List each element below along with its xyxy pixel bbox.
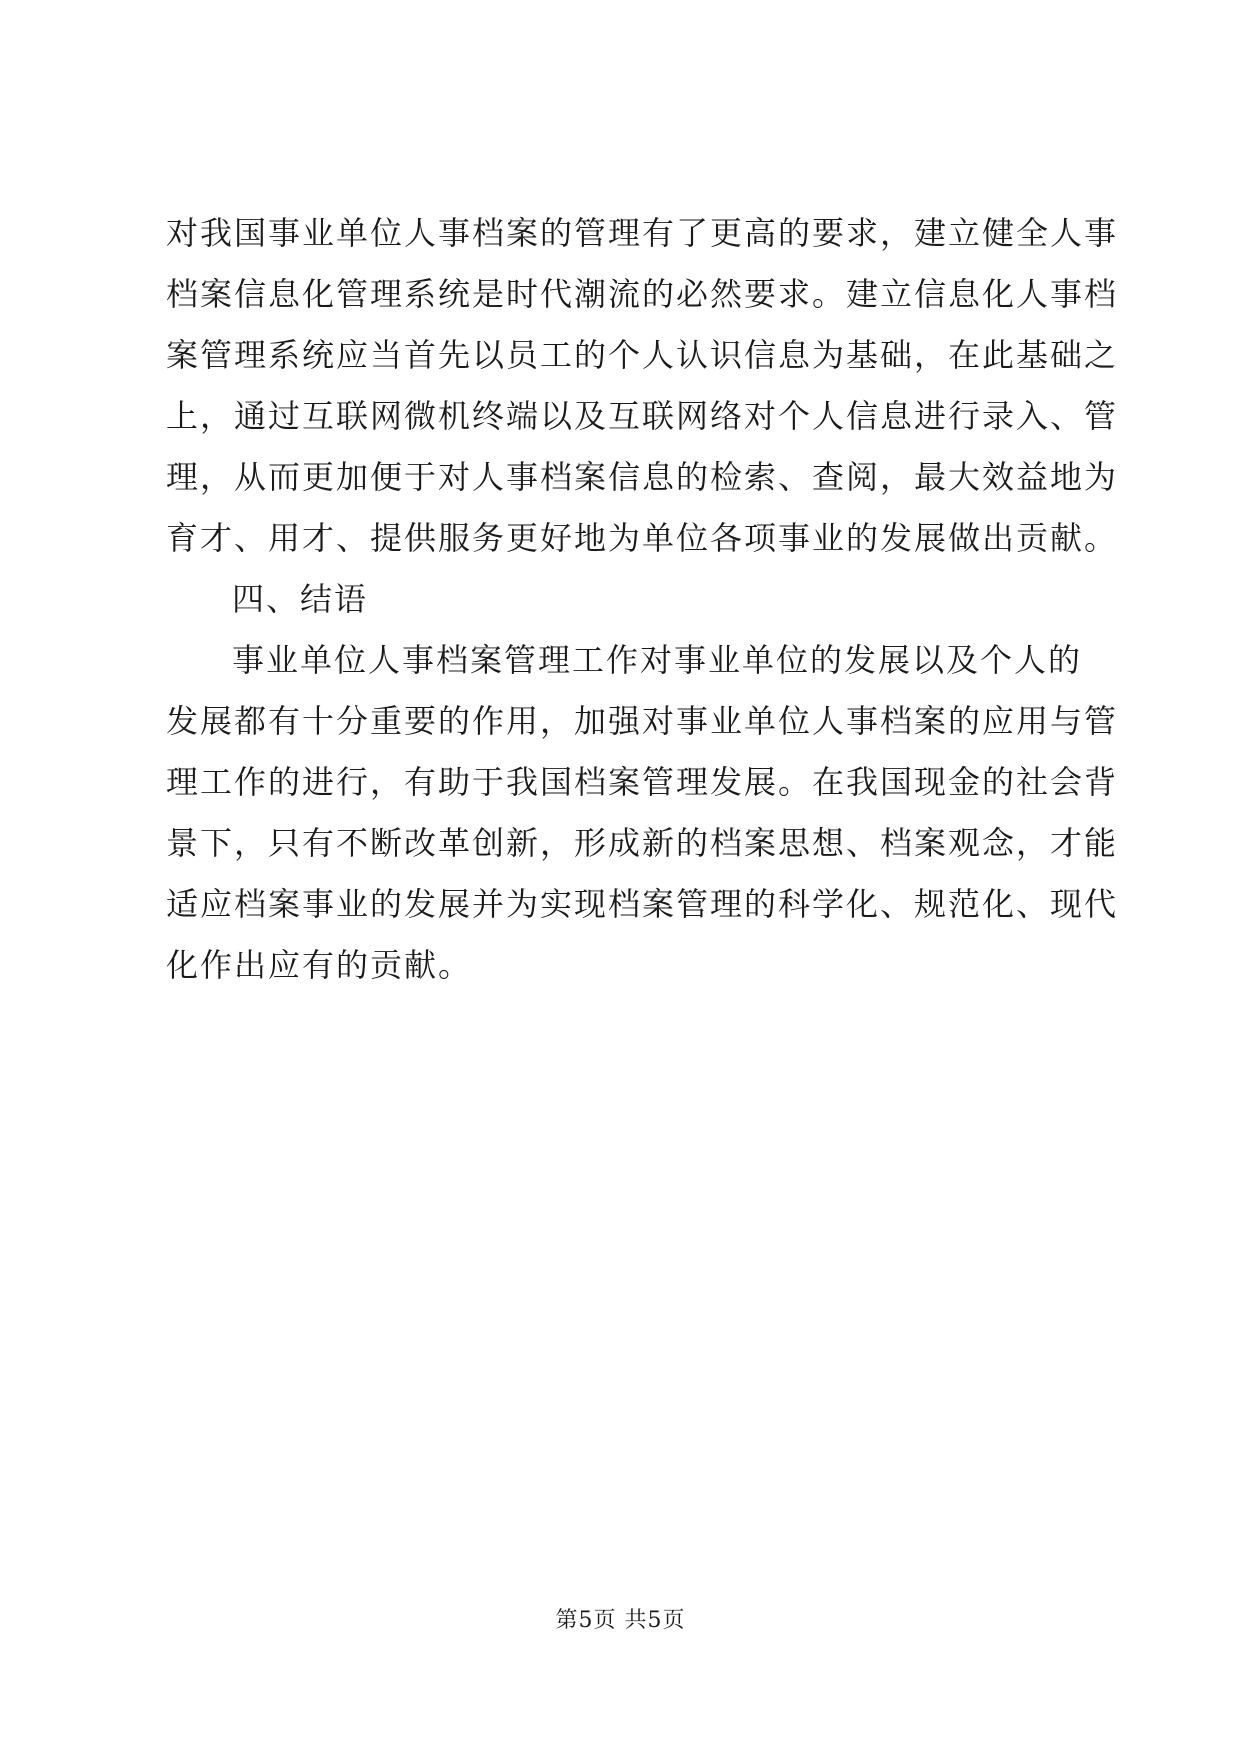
paragraph-line: 事业单位人事档案管理工作对事业单位的发展以及个人的 bbox=[232, 641, 1083, 679]
paragraph-line: 理工作的进行，有助于我国档案管理发展。在我国现金的社会背 bbox=[166, 763, 1119, 801]
page-footer bbox=[0, 1606, 1241, 1636]
page-number: 第5页 共5页 bbox=[555, 1608, 686, 1633]
paragraph-line: 档案信息化管理系统是时代潮流的必然要求。建立信息化人事档 bbox=[166, 275, 1119, 313]
paragraph-line: 景下，只有不断改革创新，形成新的档案思想、档案观念，才能 bbox=[166, 824, 1119, 862]
paragraph-line: 案管理系统应当首先以员工的个人认识信息为基础，在此基础之 bbox=[166, 336, 1119, 374]
paragraph-line: 发展都有十分重要的作用，加强对事业单位人事档案的应用与管 bbox=[166, 702, 1119, 740]
paragraph-line: 对我国事业单位人事档案的管理有了更高的要求，建立健全人事 bbox=[166, 214, 1119, 252]
paragraph-line: 化作出应有的贡献。 bbox=[166, 946, 473, 984]
paragraph-line: 理，从而更加便于对人事档案信息的检索、查阅，最大效益地为 bbox=[166, 458, 1119, 496]
document-body bbox=[166, 203, 1119, 996]
section-heading: 四、结语 bbox=[232, 580, 369, 618]
paragraph-line: 育才、用才、提供服务更好地为单位各项事业的发展做出贡献。 bbox=[166, 519, 1119, 557]
paragraph-line: 上，通过互联网微机终端以及互联网络对个人信息进行录入、管 bbox=[166, 397, 1119, 435]
paragraph-line: 适应档案事业的发展并为实现档案管理的科学化、规范化、现代 bbox=[166, 885, 1119, 923]
